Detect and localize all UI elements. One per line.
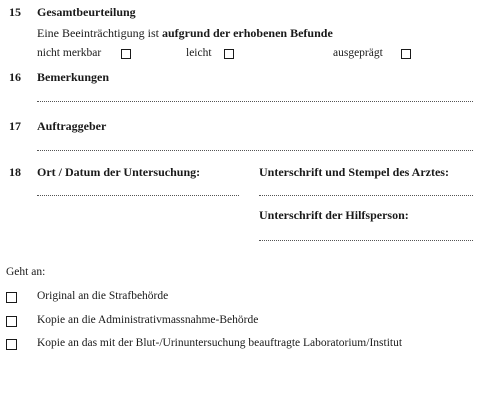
checkbox-kopie-laboratorium[interactable] (6, 339, 17, 350)
remarks-field[interactable] (37, 101, 473, 102)
distribution-item-2: Kopie an die Administrativmassnahme-Behörde (37, 314, 259, 326)
client-field[interactable] (37, 150, 473, 151)
section-18-number: 18 (9, 165, 21, 179)
section-17-number: 17 (9, 119, 21, 133)
checkbox-leicht[interactable] (224, 49, 234, 59)
checkbox-ausgepraegt[interactable] (401, 49, 411, 59)
section-16-number: 16 (9, 70, 21, 84)
checkbox-kopie-administrativ[interactable] (6, 316, 17, 327)
checkbox-original-strafbehoerde[interactable] (6, 292, 17, 303)
impairment-sentence-prefix: Eine Beeinträchtigung ist (37, 26, 162, 40)
option-label-nicht-merkbar: nicht merkbar (37, 47, 102, 59)
option-label-leicht: leicht (186, 47, 212, 59)
section-15-number: 15 (9, 5, 21, 19)
distribution-item-1: Original an die Strafbehörde (37, 290, 169, 302)
checkbox-nicht-merkbar[interactable] (121, 49, 131, 59)
section-16-title: Bemerkungen (37, 70, 109, 84)
section-17-title: Auftraggeber (37, 119, 107, 133)
helper-signature-label: Unterschrift der Hilfsperson: (259, 208, 409, 222)
option-label-ausgepraegt: ausgeprägt (333, 47, 383, 59)
distribution-heading: Geht an: (6, 266, 46, 278)
place-date-field[interactable] (37, 195, 239, 196)
place-date-label: Ort / Datum der Untersuchung: (37, 165, 201, 179)
doctor-signature-label: Unterschrift und Stempel des Arztes: (259, 165, 449, 179)
distribution-item-3: Kopie an das mit der Blut-/Urinuntersuchung beauftragte Laboratorium/Institut (37, 337, 403, 349)
doctor-signature-field[interactable] (259, 195, 473, 196)
impairment-sentence (37, 26, 333, 41)
helper-signature-field[interactable] (259, 240, 473, 241)
impairment-sentence-bold: aufgrund der erhobenen Befunde (161, 26, 333, 40)
section-15-title: Gesamtbeurteilung (37, 5, 136, 19)
